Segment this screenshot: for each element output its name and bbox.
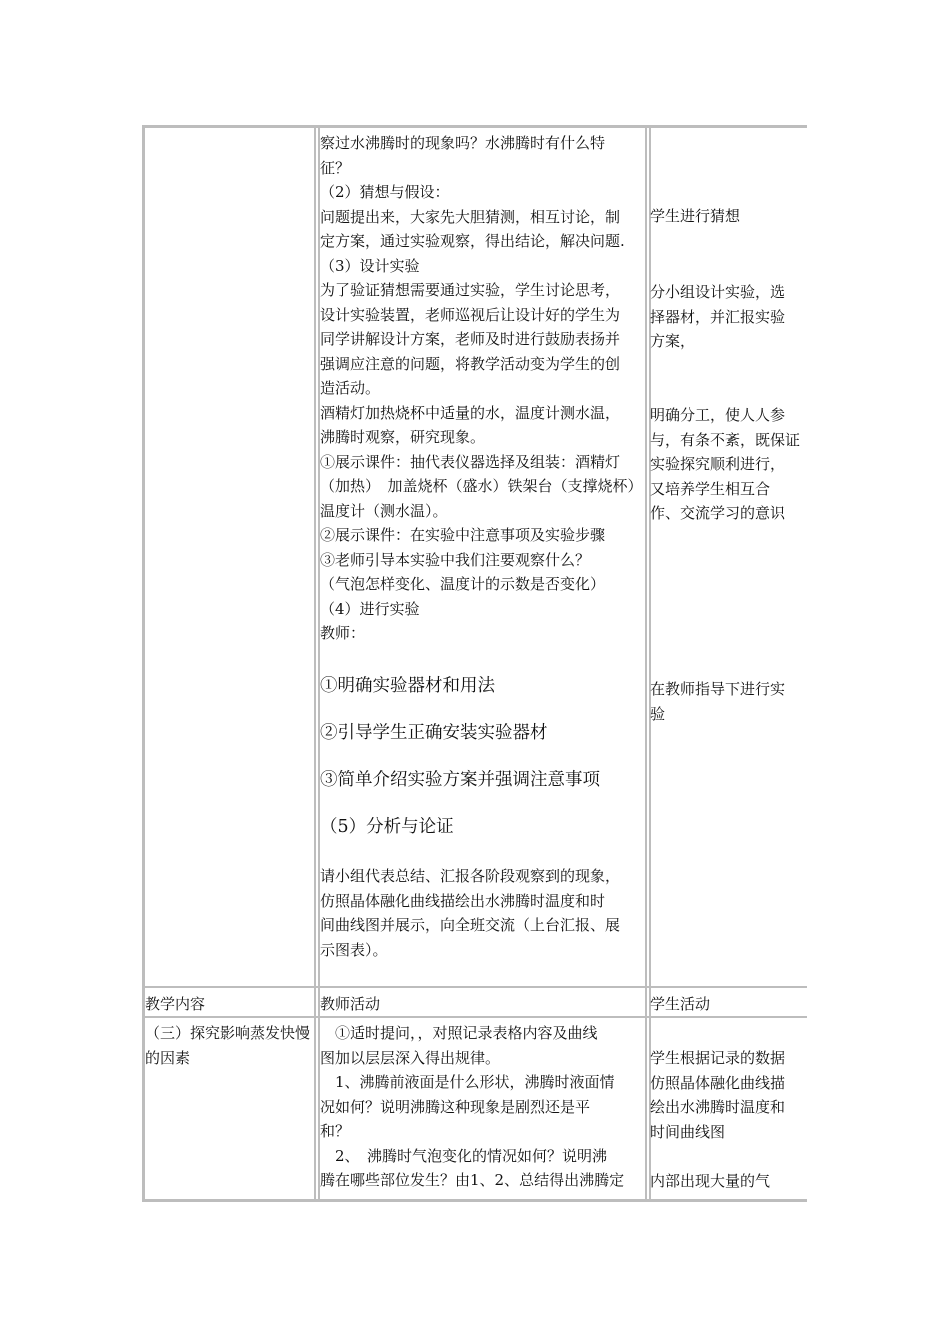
student-guess — [650, 204, 806, 229]
student-bottom-line: 内部出现大量的气 — [650, 1171, 771, 1190]
student-design-line: 分小组设计实验，选 — [650, 283, 786, 301]
student-roles-line: 实验探究顺利进行， — [650, 455, 786, 473]
teacher-bottom-line: 图加以层层深入得出规律。 — [320, 1048, 501, 1067]
student-roles — [650, 403, 806, 526]
teacher-line: 设计实验装置，老师巡视后让设计好的学生为 — [320, 305, 621, 324]
teacher-line: ②展示课件：在实验中注意事项及实验步骤 — [320, 526, 606, 544]
teacher-step-1: ①明确实验器材和用法 — [320, 676, 495, 696]
header-student — [650, 992, 710, 1017]
teacher-line: （加热） 加盖烧杯（盛水）铁架台（支撑烧杯） — [320, 477, 643, 495]
content-cell — [145, 1021, 313, 1070]
teacher-bottom-line: 腾在哪些部位发生？由1、2、总结得出沸腾定 — [320, 1171, 625, 1189]
student-design — [650, 280, 806, 354]
student-bottom-line — [650, 1144, 806, 1169]
teacher-line: 酒精灯加热烧杯中适量的水，温度计测水温， — [320, 403, 621, 422]
teacher-line: （气泡怎样变化、温度计的示数是否变化） — [320, 575, 606, 593]
summary-line: 仿照晶体融化曲线描绘出水沸腾时温度和时 — [320, 891, 606, 910]
header-col3: 学生活动 — [650, 995, 711, 1013]
teacher-bottom-line: 2、 沸腾时气泡变化的情况如何？说明沸 — [320, 1146, 608, 1165]
teacher-line: ①展示课件：抽代表仪器选择及组装：酒精灯 — [320, 452, 621, 471]
content-line: 的因素 — [145, 1048, 191, 1067]
teacher-cell-bottom — [320, 1021, 645, 1193]
student-experiment — [650, 677, 806, 726]
header-col1: 教学内容 — [145, 995, 206, 1013]
teacher-line: 为了验证猜想需要通过实验，学生讨论思考， — [320, 281, 621, 299]
header-teacher — [320, 992, 380, 1017]
teacher-summary — [320, 864, 645, 962]
content-line: （三）探究影响蒸发快慢 — [145, 1024, 311, 1042]
student-guess-text: 学生进行猜想 — [650, 207, 741, 225]
teacher-line: （3）设计实验 — [320, 256, 420, 275]
teacher-line: 征？ — [320, 158, 351, 177]
student-cell-bottom — [650, 1046, 806, 1193]
teacher-line: 教师： — [320, 624, 366, 642]
student-bottom-line: 时间曲线图 — [650, 1122, 726, 1141]
analysis-heading: （5）分析与论证 — [320, 817, 454, 837]
teacher-line: （4）进行实验 — [320, 599, 420, 618]
teacher-bottom-line: 1、沸腾前液面是什么形状，沸腾时液面情 — [320, 1073, 615, 1091]
student-roles-line: 作、交流学习的意识 — [650, 504, 786, 522]
teacher-bottom-line: ①适时提问，，对照记录表格内容及曲线 — [320, 1024, 598, 1042]
teacher-step-3: ③简单介绍实验方案并强调注意事项 — [320, 770, 600, 790]
teacher-line: 同学讲解设计方案，老师及时进行鼓励表扬并 — [320, 330, 621, 348]
teacher-bottom-line: 况如何？说明沸腾这种现象是剧烈还是平 — [320, 1097, 591, 1116]
teacher-text-part-a — [320, 131, 645, 646]
teacher-line: 察过水沸腾时的现象吗？水沸腾时有什么特 — [320, 134, 606, 152]
student-design-line: 择器材，并汇报实验 — [650, 307, 786, 326]
student-experiment-line: 验 — [650, 704, 666, 723]
summary-line: 请小组代表总结、汇报各阶段观察到的现象， — [320, 867, 621, 885]
teacher-steps — [320, 673, 645, 840]
student-experiment-line: 在教师指导下进行实 — [650, 680, 786, 698]
student-bottom-line: 仿照晶体融化曲线描 — [650, 1073, 786, 1092]
teacher-line: ③老师引导本实验中我们注要观察什么？ — [320, 550, 591, 569]
student-roles-line: 与，有条不紊，既保证 — [650, 430, 801, 449]
student-bottom-line: 绘出水沸腾时温度和 — [650, 1098, 786, 1116]
student-bottom-line: 学生根据记录的数据 — [650, 1049, 786, 1067]
teacher-line: 温度计（测水温）。 — [320, 501, 448, 520]
teacher-line: 强调应注意的问题，将教学活动变为学生的创 — [320, 354, 621, 373]
teacher-line: 沸腾时观察，研究现象。 — [320, 428, 486, 446]
column-divider-3 — [645, 125, 647, 1202]
header-col2: 教师活动 — [320, 995, 381, 1013]
summary-line: 示图表）。 — [320, 940, 388, 959]
student-design-line: 方案， — [650, 332, 696, 350]
teacher-line: 定方案，通过实验观察，得出结论，解决问题. — [320, 232, 625, 250]
teacher-line: 造活动。 — [320, 379, 381, 397]
teacher-step-2: ②引导学生正确安装实验器材 — [320, 723, 548, 743]
teacher-line: （2）猜想与假设： — [320, 183, 450, 201]
teacher-bottom-line: 和？ — [320, 1122, 351, 1140]
summary-line: 间曲线图并展示，向全班交流（上台汇报、展 — [320, 916, 621, 934]
header-content — [145, 992, 205, 1017]
student-roles-line: 明确分工，使人人参 — [650, 406, 786, 424]
student-roles-line: 又培养学生相互合 — [650, 479, 771, 498]
column-divider-1 — [314, 125, 316, 1202]
teacher-activity-top — [320, 131, 645, 646]
teacher-line: 问题提出来，大家先大胆猜测，相互讨论，制 — [320, 207, 621, 226]
row-divider-1 — [142, 986, 807, 988]
